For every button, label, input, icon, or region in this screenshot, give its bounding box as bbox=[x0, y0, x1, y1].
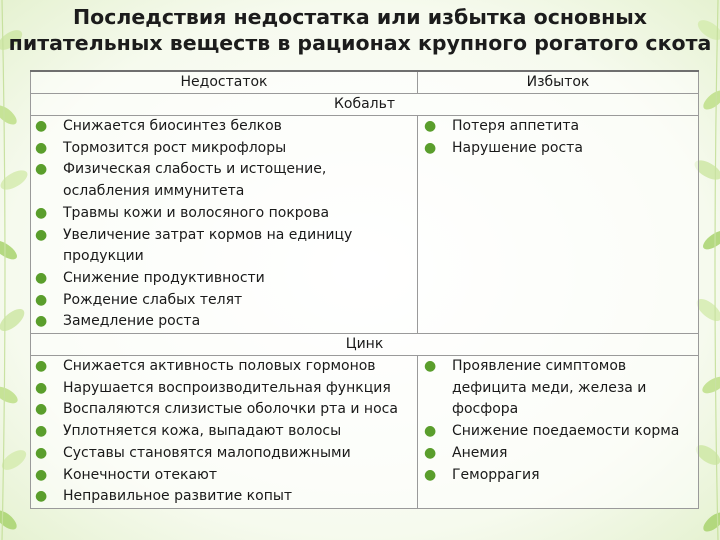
bullet-icon: ● bbox=[424, 466, 437, 483]
bullet-icon: ● bbox=[424, 358, 437, 375]
list-item: ● Нарушается воспроизводительная функция bbox=[35, 379, 391, 396]
list-item: ● Неправильное развитие копыт bbox=[35, 488, 293, 505]
bullet-icon: ● bbox=[35, 488, 48, 505]
list-item: ● Тормозится рост микрофлоры bbox=[35, 139, 287, 156]
list-item: ● Уплотняется кожа, выпадают волосы bbox=[35, 423, 342, 440]
section-title-cobalt: Кобальт bbox=[31, 94, 699, 116]
list-item: ● Анемия bbox=[424, 444, 508, 461]
list-item: ● Замедление роста bbox=[35, 313, 201, 330]
section-row-cobalt bbox=[31, 94, 699, 116]
bullet-icon: ● bbox=[35, 444, 48, 461]
bullet-icon: ● bbox=[35, 358, 48, 375]
content-row-cobalt bbox=[31, 116, 699, 334]
bullet-icon: ● bbox=[424, 423, 437, 440]
bullet-icon: ● bbox=[424, 118, 437, 134]
bullet-icon: ● bbox=[35, 204, 48, 221]
bullet-icon: ● bbox=[35, 269, 48, 286]
header-deficit: Недостаток bbox=[31, 71, 418, 94]
bullet-icon: ● bbox=[424, 444, 437, 461]
list-item: ● Травмы кожи и волосяного покрова bbox=[35, 204, 330, 221]
bullet-icon: ● bbox=[35, 139, 48, 156]
bullet-icon: ● bbox=[35, 423, 48, 440]
title-line-1: Последствия недостатка или избытка основных bbox=[72, 5, 648, 29]
bullet-icon: ● bbox=[35, 466, 48, 483]
list-item: ● Потеря аппетита bbox=[424, 118, 580, 134]
list-item: ● Нарушение роста bbox=[424, 139, 583, 156]
cobalt-excess-cell bbox=[418, 116, 699, 334]
nutrient-table bbox=[30, 70, 699, 509]
list-item: ● Снижается активность половых гормонов bbox=[35, 358, 376, 375]
header-excess: Избыток bbox=[418, 71, 699, 94]
list-item: ● Физическая слабость и истощение, ослабления иммунитета bbox=[35, 161, 327, 200]
page-title bbox=[0, 4, 720, 56]
bullet-icon: ● bbox=[35, 291, 48, 308]
zinc-excess-cell bbox=[418, 356, 699, 509]
section-title-zinc: Цинк bbox=[31, 334, 699, 356]
bullet-icon: ● bbox=[35, 313, 48, 330]
list-item: ● Проявление симптомов дефицита меди, железа и фосфора bbox=[424, 358, 647, 418]
list-item: ● Увеличение затрат кормов на единицу продукции bbox=[35, 226, 353, 265]
list-item: ● Снижение поедаемости корма bbox=[424, 423, 680, 440]
bullet-icon: ● bbox=[35, 379, 48, 396]
list-item: ● Геморрагия bbox=[424, 466, 540, 483]
list-item: ● Конечности отекают bbox=[35, 466, 217, 483]
bullet-icon: ● bbox=[35, 226, 48, 243]
list-item: ● Воспаляются слизистые оболочки рта и носа bbox=[35, 401, 398, 418]
zinc-deficit-cell bbox=[31, 356, 418, 509]
bullet-icon: ● bbox=[424, 139, 437, 156]
bullet-icon: ● bbox=[35, 401, 48, 418]
bullet-icon: ● bbox=[35, 118, 48, 134]
list-item: ● Суставы становятся малоподвижными bbox=[35, 444, 351, 461]
bullet-icon: ● bbox=[35, 161, 48, 178]
title-line-2: питательных веществ в рационах крупного рогатого скота bbox=[8, 31, 712, 55]
section-row-zinc bbox=[31, 334, 699, 356]
list-item: ● Снижается биосинтез белков bbox=[35, 118, 282, 134]
table-header-row bbox=[31, 71, 699, 94]
cobalt-deficit-cell bbox=[31, 116, 418, 334]
content-row-zinc bbox=[31, 356, 699, 509]
list-item: ● Рождение слабых телят bbox=[35, 291, 243, 308]
list-item: ● Снижение продуктивности bbox=[35, 269, 265, 286]
